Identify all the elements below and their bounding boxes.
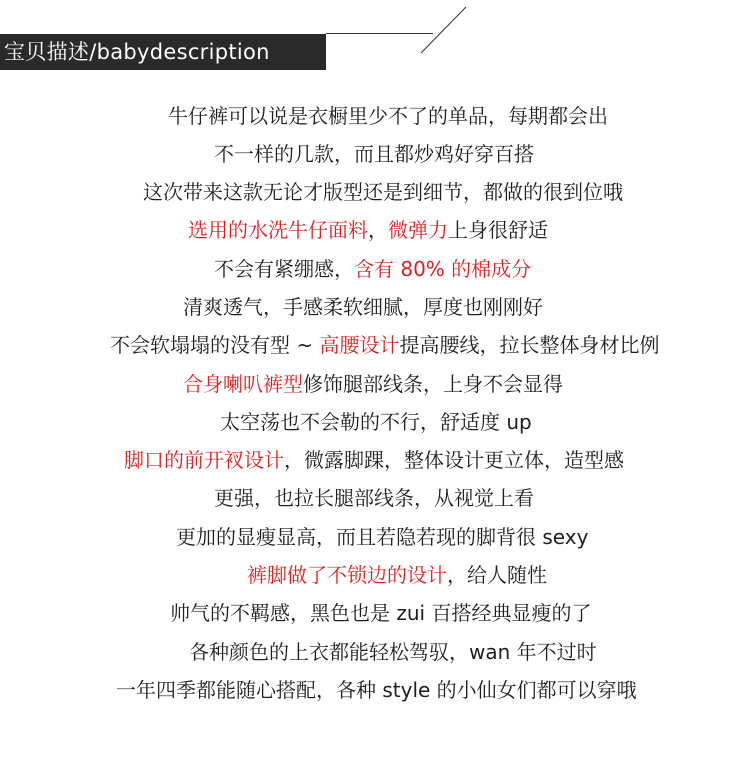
description-text: ，给人随性 — [447, 563, 547, 587]
description-line — [143, 174, 623, 210]
description-line — [247, 557, 547, 593]
description-line — [124, 442, 624, 478]
description-text: 上身很舒适 — [448, 218, 548, 242]
description-text: 不会软塌塌的没有型 ~ — [110, 333, 320, 357]
description-line — [110, 327, 659, 363]
description-line — [188, 212, 548, 248]
description-text: 太空荡也不会勒的不行，舒适度 up — [220, 410, 532, 434]
section-header — [0, 0, 750, 80]
section-title: 宝贝描述/babydescription — [4, 40, 270, 64]
description-text: 修饰腿部线条，上身不会显得 — [303, 372, 563, 396]
description-text: 更加的显瘦显高，而且若隐若现的脚背很 sexy — [176, 525, 589, 549]
description-line — [183, 366, 563, 402]
description-text: 帅气的不羁感，黑色也是 zui 百搭经典显瘦的了 — [170, 601, 592, 625]
description-text: 更强，也拉长腿部线条，从视觉上看 — [214, 486, 534, 510]
highlighted-text: 微弹力 — [388, 218, 448, 242]
description-line — [183, 289, 543, 325]
description-line — [189, 634, 597, 670]
highlighted-text: 高腰设计 — [319, 333, 400, 357]
description-text: 不会有紧绷感， — [214, 257, 354, 281]
highlighted-text: 含有 80% 的棉成分 — [354, 257, 532, 281]
description-line — [176, 519, 588, 555]
description-text: ，微露脚踝，整体设计更立体，造型感 — [284, 448, 624, 472]
highlighted-text: 选用的水洗牛仔面料 — [188, 218, 368, 242]
description-text: 不一样的几款，而且都炒鸡好穿百搭 — [214, 142, 534, 166]
description-line — [214, 136, 534, 172]
description-line — [116, 672, 637, 708]
description-text: 提高腰线，拉长整体身材比例 — [399, 333, 660, 357]
description-line — [214, 480, 534, 516]
highlighted-text: 脚口的前开衩设计 — [124, 448, 284, 472]
description-line — [170, 595, 591, 631]
description-text: 一年四季都能随心搭配，各种 style 的小仙女们都可以穿哦 — [116, 678, 637, 702]
description-text: 牛仔裤可以说是衣橱里少不了的单品，每期都会出 — [168, 104, 608, 128]
highlighted-text: 合身喇叭裤型 — [183, 372, 303, 396]
description-line — [168, 98, 608, 134]
header-slash-decoration — [0, 0, 750, 80]
highlighted-text: 裤脚做了不锁边的设计 — [247, 563, 447, 587]
description-text: 清爽透气，手感柔软细腻，厚度也刚刚好 — [183, 295, 543, 319]
description-text: 各种颜色的上衣都能轻松驾驭，wan 年不过时 — [189, 640, 597, 664]
description-text: 这次带来这款无论才版型还是到细节，都做的很到位哦 — [143, 180, 623, 204]
description-line — [214, 251, 531, 287]
description-line — [220, 404, 532, 440]
description-text: ， — [368, 218, 388, 242]
